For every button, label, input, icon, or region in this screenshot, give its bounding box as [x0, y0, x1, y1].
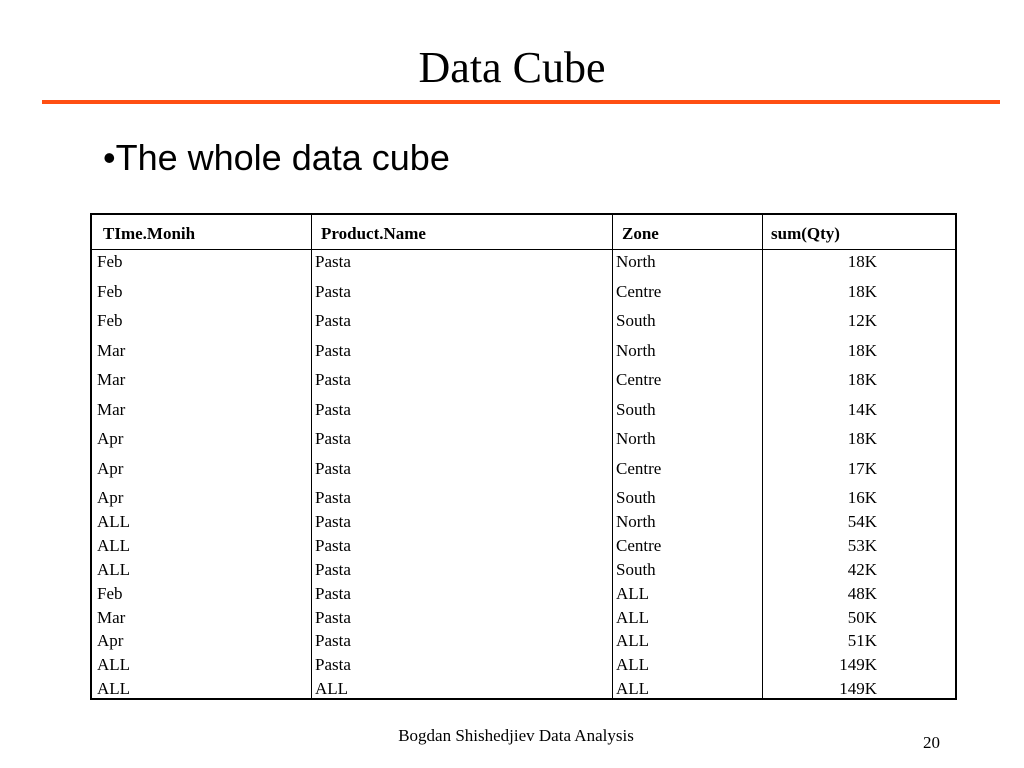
header-zone: Zone: [622, 224, 659, 243]
cell-zone: Centre: [616, 535, 662, 555]
cell-zone: Centre: [616, 281, 662, 301]
cell-sum-qty: 18K: [847, 281, 877, 301]
cell-zone: North: [616, 340, 656, 360]
cell-zone: North: [616, 511, 656, 531]
column-divider: [311, 215, 312, 698]
slide-title: Data Cube: [418, 43, 606, 92]
cell-time-month: Mar: [97, 607, 126, 627]
column-divider: [762, 215, 763, 698]
cell-sum-qty: 18K: [847, 340, 877, 360]
cell-product-name: Pasta: [315, 429, 351, 448]
cell-sum-qty: 48K: [847, 583, 877, 603]
cell-sum-qty: 54K: [847, 511, 877, 531]
cell-sum-qty: 53K: [847, 535, 877, 555]
cell-sum-qty: 18K: [847, 370, 877, 389]
cell-product-name: Pasta: [315, 311, 351, 330]
cell-zone: North: [616, 252, 656, 271]
cell-product-name: Pasta: [315, 583, 351, 603]
cell-product-name: Pasta: [315, 281, 351, 301]
cell-sum-qty: 50K: [847, 607, 877, 627]
cell-time-month: Feb: [97, 252, 123, 271]
cell-time-month: Apr: [97, 429, 124, 448]
cell-time-month: Apr: [97, 488, 124, 507]
title-underline: [42, 100, 1000, 104]
cell-zone: ALL: [616, 583, 650, 603]
cell-zone: ALL: [616, 607, 650, 627]
footer-author: Bogdan Shishedjiev Data Analysis: [398, 726, 634, 745]
cell-product-name: Pasta: [315, 607, 351, 627]
cell-zone: South: [616, 311, 656, 330]
data-cube-table: [90, 213, 957, 700]
cell-sum-qty: 17K: [847, 458, 877, 478]
cell-time-month: Mar: [97, 399, 126, 419]
cell-sum-qty: 14K: [847, 399, 877, 419]
cell-product-name: Pasta: [315, 488, 351, 507]
cell-time-month: ALL: [97, 535, 131, 555]
cell-time-month: ALL: [97, 511, 131, 531]
cell-zone: South: [616, 488, 656, 507]
header-divider: [92, 249, 955, 250]
cell-sum-qty: 51K: [847, 631, 877, 651]
cell-time-month: Mar: [97, 370, 126, 389]
cell-sum-qty: 12K: [847, 311, 877, 330]
cell-zone: South: [616, 399, 656, 419]
cell-product-name: Pasta: [315, 535, 351, 555]
cell-product-name: Pasta: [315, 252, 351, 271]
header-sum-qty: sum(Qty): [771, 224, 840, 243]
cell-product-name: Pasta: [315, 458, 351, 478]
cell-sum-qty: 149K: [839, 655, 877, 675]
cell-product-name: ALL: [315, 679, 349, 699]
cell-time-month: Mar: [97, 340, 126, 360]
cell-zone: Centre: [616, 458, 662, 478]
cell-product-name: Pasta: [315, 399, 351, 419]
cell-time-month: Apr: [97, 631, 124, 651]
cell-zone: Centre: [616, 370, 662, 389]
cell-sum-qty: 18K: [847, 429, 877, 448]
cell-zone: ALL: [616, 631, 650, 651]
cell-product-name: Pasta: [315, 655, 351, 675]
header-time-month: TIme.Monih: [103, 224, 196, 243]
cell-product-name: Pasta: [315, 631, 351, 651]
cell-product-name: Pasta: [315, 559, 351, 579]
cell-zone: North: [616, 429, 656, 448]
cell-sum-qty: 18K: [847, 252, 877, 271]
cell-time-month: Feb: [97, 281, 123, 301]
column-divider: [612, 215, 613, 698]
cell-time-month: Apr: [97, 458, 124, 478]
cell-sum-qty: 16K: [847, 488, 877, 507]
cell-time-month: Feb: [97, 583, 123, 603]
cell-zone: ALL: [616, 679, 650, 699]
cell-time-month: ALL: [97, 679, 131, 699]
cell-sum-qty: 42K: [847, 559, 877, 579]
cell-zone: ALL: [616, 655, 650, 675]
cell-product-name: Pasta: [315, 511, 351, 531]
page-number: 20: [923, 733, 940, 752]
cell-product-name: Pasta: [315, 340, 351, 360]
cell-time-month: Feb: [97, 311, 123, 330]
cell-product-name: Pasta: [315, 370, 351, 389]
cell-zone: South: [616, 559, 656, 579]
cell-time-month: ALL: [97, 559, 131, 579]
cell-time-month: ALL: [97, 655, 131, 675]
header-product-name: Product.Name: [321, 224, 426, 243]
cell-sum-qty: 149K: [839, 679, 877, 699]
bullet-text: •The whole data cube: [103, 137, 450, 178]
